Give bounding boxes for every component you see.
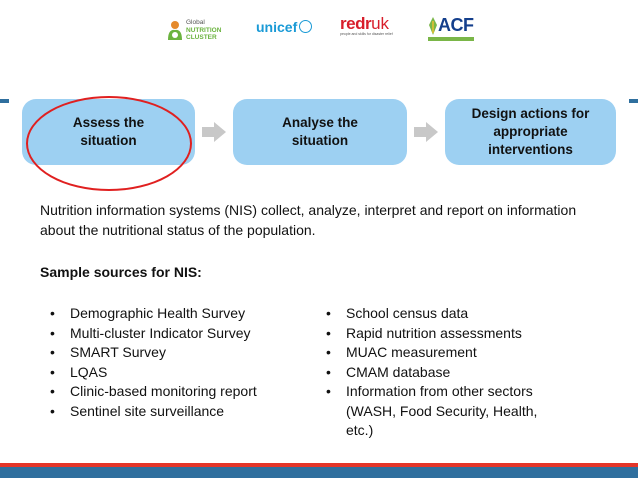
gnc-emblem-icon	[166, 20, 184, 42]
flow-step-analyse	[233, 99, 407, 165]
gnc-line2: NUTRITION	[186, 26, 222, 34]
list-item: • Demographic Health Survey	[50, 304, 310, 324]
list-item: • LQAS	[50, 363, 310, 383]
redr-tagline: people and skills for disaster relief	[340, 32, 393, 36]
list-item: • Information from other sectors (WASH, Food Security, Health, etc.)	[326, 382, 566, 441]
global-nutrition-cluster-logo	[166, 18, 238, 44]
list-item: • Sentinel site surveillance	[50, 402, 310, 422]
list-item: • CMAM database	[326, 363, 566, 383]
sources-heading: Sample sources for NIS:	[40, 264, 202, 280]
arrow-right-icon	[202, 122, 226, 142]
arrow-right-icon	[414, 122, 438, 142]
list-item: • SMART Survey	[50, 343, 310, 363]
list-item: • Multi-cluster Indicator Survey	[50, 324, 310, 344]
globe-icon	[299, 20, 312, 33]
sources-list-right	[326, 304, 566, 441]
acf-wordmark: ACF	[438, 15, 474, 35]
intro-paragraph: Nutrition information systems (NIS) collect, analyze, interpret and report on information about the nutritional status of the population.	[40, 202, 577, 238]
gnc-line3: CLUSTER	[186, 34, 217, 41]
list-item: • Clinic-based monitoring report	[50, 382, 310, 402]
flow-step-label: Analyse the situation	[282, 115, 358, 148]
flow-step-label: Design actions for appropriate interventions	[471, 106, 590, 157]
flow-step-label: Assess the situation	[72, 115, 145, 148]
list-item: • School census data	[326, 304, 566, 324]
redr-wordmark: redr	[340, 14, 372, 33]
sources-list-left	[50, 304, 310, 421]
unicef-wordmark: unicef	[256, 19, 298, 35]
list-item: • Rapid nutrition assessments	[326, 324, 566, 344]
redr-uk-logo	[340, 14, 404, 42]
right-edge-marker	[629, 99, 638, 103]
acf-underline	[428, 37, 474, 41]
left-edge-marker	[0, 99, 9, 103]
unicef-logo	[256, 19, 312, 35]
acf-logo	[428, 15, 474, 43]
highlight-ellipse	[26, 96, 192, 191]
footer-blue-bar	[0, 467, 638, 478]
acf-leaf-icon	[428, 17, 438, 35]
list-item: • MUAC measurement	[326, 343, 566, 363]
redr-uk-suffix: uk	[371, 14, 390, 33]
flow-step-design	[445, 99, 616, 165]
gnc-line1: Global	[186, 19, 205, 26]
